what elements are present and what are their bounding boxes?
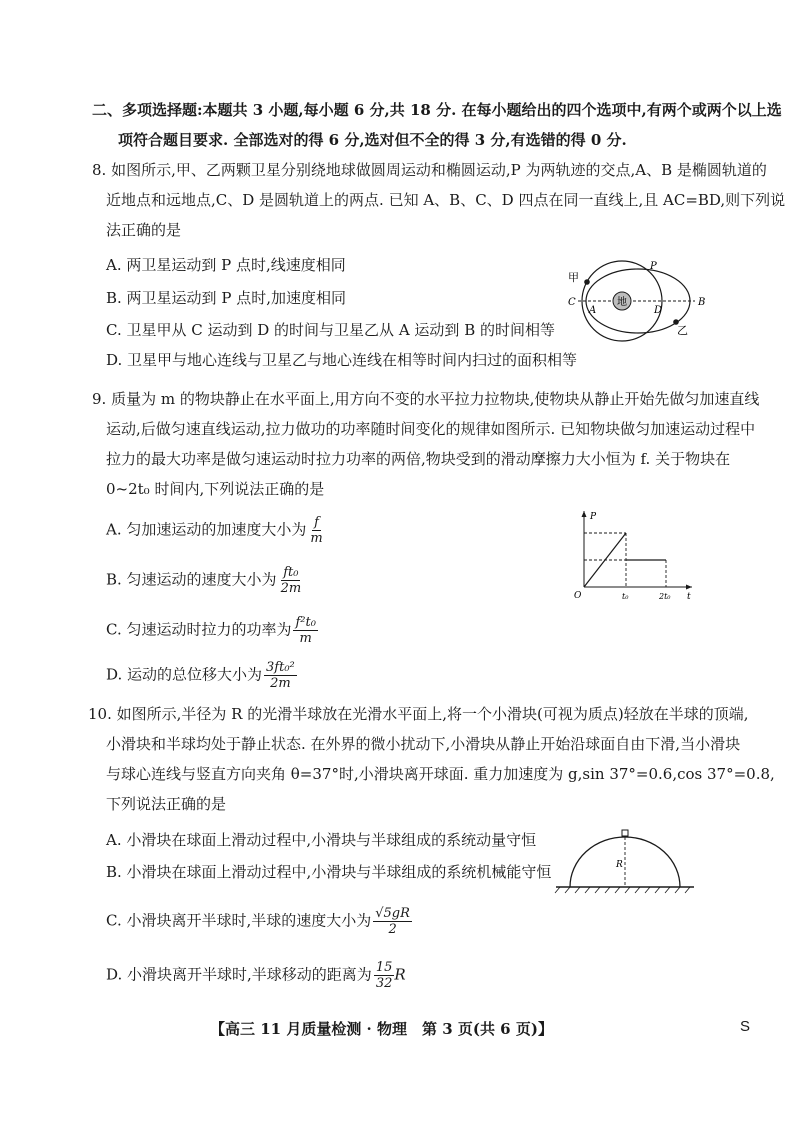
q9-option-d-text: D. 运动的总位移大小为 [106,665,263,684]
q10-option-d-fraction [374,960,395,991]
label-jia: 甲 [568,271,579,284]
q10-option-c-denominator: 2 [388,922,397,937]
q9-option-c [106,615,318,646]
page-footer: 【高三 11 月质量检测 · 物理 第 3 页(共 6 页)】 [210,1020,553,1038]
graph-label-o: O [574,591,582,601]
q10-option-d-numerator: 15 [375,960,393,975]
q8-stem-line2: 近地点和远地点,C、D 是圆轨道上的两点. 已知 A、B、C、D 四点在同一直线上,且 AC=BD,则下列说 [106,191,786,209]
q10-option-d-suffix: R [394,965,406,984]
q8-orbit-figure [560,255,710,345]
q9-stem-line2: 运动,后做匀速直线运动,拉力做功的功率随时间变化的规律如图所示. 已知物块做匀加速运动过程中 [106,420,756,438]
q9-option-c-denominator: m [299,631,312,646]
q10-stem-line2: 小滑块和半球均处于静止状态. 在外界的微小扰动下,小滑块从静止开始沿球面自由下滑,当小滑块 [106,735,741,753]
q9-option-a-numerator: f [314,515,319,530]
q8-option-c: C. 卫星甲从 C 运动到 D 的时间与卫星乙从 A 运动到 B 的时间相等 [106,321,555,339]
q10-stem-line1: 10. 如图所示,半径为 R 的光滑半球放在光滑水平面上,将一个小滑块(可视为质点)轻放在半球的顶端, [88,705,749,723]
q9-stem-line1: 9. 质量为 m 的物块静止在水平面上,用方向不变的水平拉力拉物块,使物块从静止开始先做匀加速直线 [92,390,760,408]
q8-option-a: A. 两卫星运动到 P 点时,线速度相同 [106,256,346,274]
q9-option-b-denominator: 2m [280,581,302,596]
label-p: P [650,261,657,272]
q10-option-d-text: D. 小滑块离开半球时,半球移动的距离为 [106,965,372,984]
q9-option-c-numerator: f²t₀ [295,615,316,630]
graph-label-2t0: 2t₀ [659,592,671,601]
section-header-line2: 项符合题目要求. 全部选对的得 6 分,选对但不全的得 3 分,有选错的得 0 分. [118,131,627,149]
slider-block [622,830,628,836]
q9-option-b-numerator: ft₀ [283,565,299,580]
label-b: B [698,297,706,308]
graph-label-t0: t₀ [622,592,629,601]
q8-option-b: B. 两卫星运动到 P 点时,加速度相同 [106,289,346,307]
q10-hemisphere-figure [550,825,700,905]
label-d: D [654,305,663,316]
page-code: S [740,1018,751,1035]
p-axis-arrow [582,511,587,517]
q10-option-d [106,960,406,991]
q10-option-d-denominator: 32 [375,976,393,991]
graph-label-t: t [687,592,691,602]
q9-option-b-fraction [279,565,304,596]
q10-option-c [106,906,412,937]
q9-option-a-denominator: m [310,531,323,546]
q9-option-d-fraction [264,660,297,691]
label-c: C [568,297,576,308]
q9-option-d-numerator: 3ft₀² [266,660,295,675]
q8-option-d: D. 卫星甲与地心连线与卫星乙与地心连线在相等时间内扫过的面积相等 [106,351,578,369]
q10-option-c-fraction [373,906,412,937]
q8-stem-line3: 法正确的是 [106,221,182,239]
q10-option-b: B. 小滑块在球面上滑动过程中,小滑块与半球组成的系统机械能守恒 [106,863,552,881]
q9-option-a-fraction [308,515,324,546]
q10-stem-line4: 下列说法正确的是 [106,795,227,813]
q9-power-time-graph [570,505,700,605]
q8-stem-line1: 8. 如图所示,甲、乙两颗卫星分别绕地球做圆周运动和椭圆运动,P 为两轨迹的交点,A、B 是椭圆轨道的 [92,161,767,179]
q9-option-b-text: B. 匀速运动的速度大小为 [106,570,277,589]
q9-option-c-text: C. 匀速运动时拉力的功率为 [106,620,292,639]
label-a: A [589,305,597,316]
q9-option-a-text: A. 匀加速运动的加速度大小为 [106,520,307,539]
q10-option-a: A. 小滑块在球面上滑动过程中,小滑块与半球组成的系统动量守恒 [106,831,537,849]
ground-hatching [555,887,690,893]
section-header-line1: 二、多项选择题:本题共 3 小题,每小题 6 分,共 18 分. 在每小题给出的四个选项中,有两个或两个以上选 [92,101,782,119]
q9-option-a [106,515,325,546]
q10-stem-line3: 与球心连线与竖直方向夹角 θ=37°时,小滑块离开球面. 重力加速度为 g,sin 37°=0.6,cos 37°=0.8, [106,765,775,783]
label-r: R [616,860,623,870]
earth-label: 地 [617,297,627,308]
q10-option-c-text: C. 小滑块离开半球时,半球的速度大小为 [106,911,372,930]
q9-option-b [106,565,303,596]
label-yi: 乙 [677,324,688,337]
satellite-jia [584,279,590,285]
graph-label-p: P [590,512,597,522]
q10-option-c-numerator: √5gR [375,906,410,921]
q9-option-d [106,660,297,691]
q9-option-d-denominator: 2m [270,676,291,691]
q9-stem-line3: 拉力的最大功率是做匀速运动时拉力功率的两倍,物块受到的滑动摩擦力大小恒为 f. 关于物块在 [106,450,731,468]
q9-option-c-fraction [293,615,317,646]
t-axis-arrow [686,585,692,590]
q9-stem-line4: 0~2t₀ 时间内,下列说法正确的是 [106,480,325,498]
